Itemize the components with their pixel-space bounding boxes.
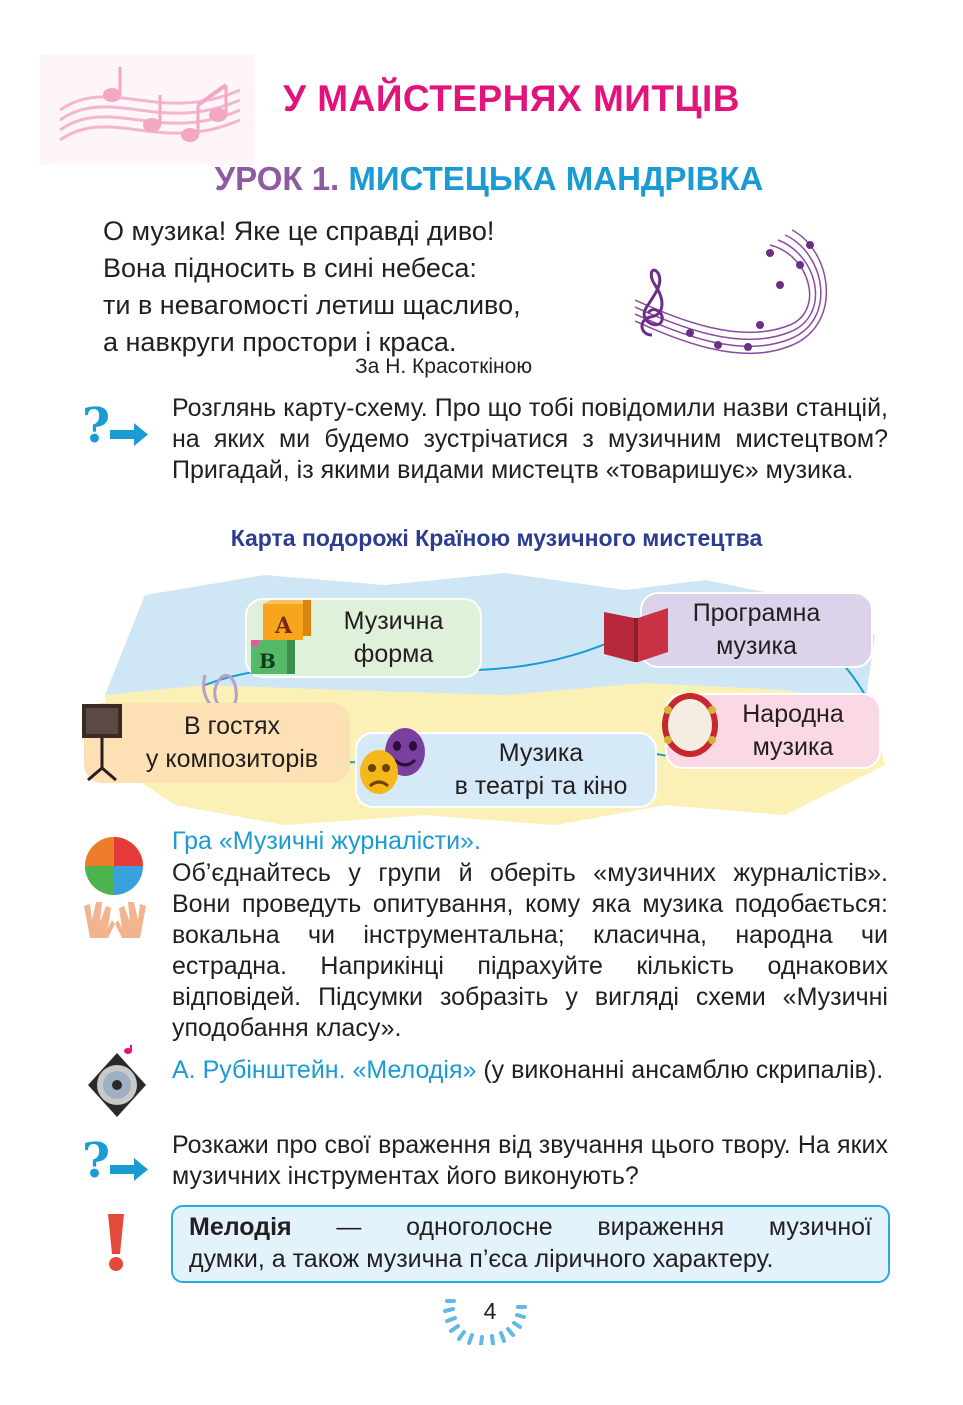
music-stand-icon bbox=[78, 700, 126, 782]
station-label: музика bbox=[716, 632, 797, 660]
block-letter: B bbox=[259, 649, 276, 673]
game-instructions: Об’єднайтесь у групи й оберіть «музичних журналістів». Вони проведуть опитування, кому яка музика подобається: вокальна чи інструментальна; класична, народна чи естрадна. Наприкінці підрахуйте кількість однакових відповідей. Підсумки зобразіть у вигляді схеми «Музичні уподобання класу». bbox=[172, 859, 888, 1042]
definition-text: — одноголосне вираження музичної bbox=[291, 1213, 872, 1241]
svg-text:?: ? bbox=[82, 398, 111, 454]
station-label: музика bbox=[752, 733, 834, 761]
station-label: Народна bbox=[742, 700, 844, 728]
svg-text:?: ? bbox=[82, 1133, 111, 1189]
poem-line: Вона підносить в сині небеса: bbox=[103, 253, 477, 283]
page-number: 4 bbox=[483, 1298, 497, 1324]
theatre-masks-icon bbox=[355, 726, 431, 798]
disc-icon bbox=[86, 1045, 148, 1117]
poem-author: За Н. Красоткіною bbox=[355, 355, 533, 378]
station-label: Музика bbox=[498, 739, 584, 767]
poem-line: О музика! Яке це справді диво! bbox=[103, 216, 495, 246]
ball-icon bbox=[83, 835, 145, 897]
question-arrow-icon bbox=[80, 1132, 148, 1190]
lesson-name: МИСТЕЦЬКА МАНДРІВКА bbox=[348, 160, 764, 197]
lesson-number: УРОК 1. bbox=[214, 160, 340, 197]
station-label: Музична bbox=[343, 607, 444, 635]
station-label: у композиторів bbox=[145, 745, 319, 773]
tambourine-icon bbox=[658, 690, 722, 760]
definition-box bbox=[171, 1205, 890, 1283]
treble-clef-icon bbox=[620, 225, 835, 370]
block-letter: A bbox=[275, 613, 293, 639]
hands-icon bbox=[80, 898, 150, 940]
station-label: в театрі та кіно bbox=[454, 772, 628, 800]
task-question: Розкажи про свої враження від звучання цього твору. На яких музичних інструментах його виконують? bbox=[172, 1131, 888, 1190]
definition-term: Мелодія bbox=[189, 1213, 292, 1241]
letter-blocks-icon bbox=[245, 600, 315, 678]
book-icon bbox=[600, 602, 672, 664]
station-label: В гостях bbox=[183, 712, 281, 740]
definition-text: думки, а також музична п’єса ліричного характеру. bbox=[189, 1245, 774, 1273]
listening-performer-note: (у виконанні ансамблю скрипалів). bbox=[476, 1056, 884, 1084]
station-program-music[interactable] bbox=[640, 592, 873, 668]
map-title: Карта подорожі Країною музичного мистецтва bbox=[230, 525, 763, 551]
station-label: форма bbox=[353, 640, 434, 668]
task-question: Розглянь карту-схему. Про що тобі повідомили назви станцій, на яких ми будемо зустрічатися з музичним мистецтвом? Пригадай, із якими видами мистецтв «товаришує» музика. bbox=[172, 394, 888, 484]
station-label: Програмна bbox=[692, 599, 821, 627]
question-arrow-icon bbox=[80, 397, 148, 455]
section-title: У МАЙСТЕРНЯХ МИТЦІВ bbox=[282, 78, 740, 119]
lesson-title bbox=[0, 160, 963, 198]
exclamation-icon bbox=[100, 1210, 132, 1274]
poem-line: ти в невагомості летиш щасливо, bbox=[103, 290, 521, 320]
poem-line: а навкруги простори і краса. bbox=[103, 327, 457, 357]
listening-work-title: А. Рубінштейн. «Мелодія» bbox=[172, 1056, 477, 1084]
poem bbox=[103, 213, 623, 361]
game-title: Гра «Музичні журналісти». bbox=[172, 827, 481, 855]
listening-assignment bbox=[172, 1055, 888, 1086]
